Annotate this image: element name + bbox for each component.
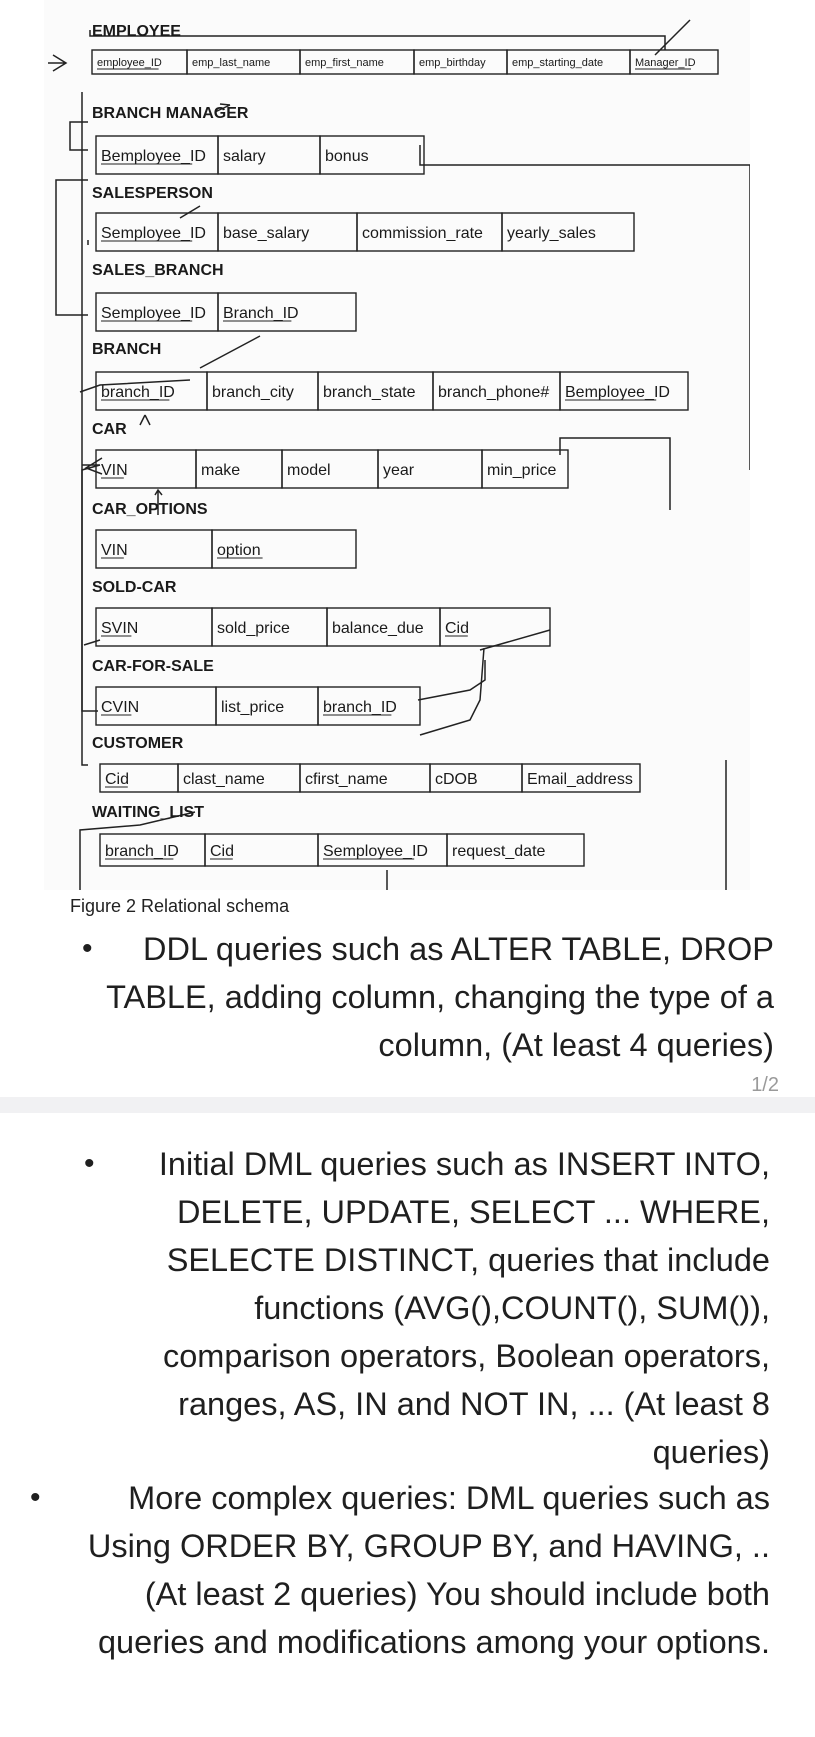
- table-name-customer: CUSTOMER: [92, 735, 184, 752]
- attribute-name: branch_ID: [323, 699, 397, 716]
- bullet-dot: •: [82, 932, 93, 965]
- attribute-name: Cid: [445, 620, 470, 637]
- attribute-name: min_price: [487, 462, 557, 479]
- attribute-name: SVIN: [101, 620, 139, 637]
- schema-diagram: [44, 0, 750, 890]
- attribute-name: model: [287, 462, 331, 479]
- attribute-name: branch_phone#: [438, 384, 550, 401]
- attribute-name: base_salary: [223, 225, 310, 242]
- connector-line: [140, 415, 150, 425]
- attribute-name: Cid: [105, 771, 130, 788]
- table-name-car: CAR: [92, 421, 127, 438]
- attribute-name: branch_city: [212, 384, 294, 401]
- bullet-dot: •: [84, 1147, 95, 1180]
- figure-caption: Figure 2 Relational schema: [70, 896, 290, 916]
- relational-schema-figure: [44, 0, 750, 890]
- table-name-branch-manager: BRANCH MANAGER: [92, 105, 249, 122]
- attribute-name: emp_starting_date: [512, 57, 604, 69]
- attribute-name: Semployee_ID: [101, 225, 206, 242]
- connector-line: [56, 122, 88, 315]
- attribute-name: Manager_ID: [635, 57, 696, 69]
- bullet-text: DDL queries such as ALTER TABLE, DROP TABLE, adding column, changing the type of a column, (At least 4 queries): [106, 931, 774, 1063]
- document-page-2: [0, 1113, 815, 1737]
- attribute-name: emp_first_name: [305, 57, 384, 69]
- attribute-name: Email_address: [527, 771, 633, 788]
- page-number: 1/2: [751, 1074, 779, 1096]
- table-name-waiting-list: WAITING_LIST: [92, 804, 204, 821]
- table-name-sold-car: SOLD-CAR: [92, 579, 177, 596]
- attribute-name: employee_ID: [97, 57, 162, 69]
- attribute-name: branch_state: [323, 384, 416, 401]
- attribute-name: bonus: [325, 148, 369, 165]
- attribute-name: CVIN: [101, 699, 140, 716]
- attribute-name: salary: [223, 148, 266, 165]
- table-name-car-for-sale: CAR-FOR-SALE: [92, 658, 214, 675]
- attribute-name: make: [201, 462, 241, 479]
- table-name-sales-branch: SALES_BRANCH: [92, 262, 224, 279]
- connector-line: [420, 145, 750, 470]
- connector-line: [560, 438, 670, 510]
- attribute-name: emp_birthday: [419, 57, 486, 69]
- attribute-name: branch_ID: [105, 843, 179, 860]
- attribute-name: cfirst_name: [305, 771, 388, 788]
- table-name-salesperson: SALESPERSON: [92, 185, 213, 202]
- attribute-name: Bemployee_ID: [101, 148, 206, 165]
- attribute-name: commission_rate: [362, 225, 483, 242]
- attribute-name: list_price: [221, 699, 285, 716]
- attribute-name: balance_due: [332, 620, 424, 637]
- attribute-name: VIN: [101, 462, 128, 479]
- attribute-name: option: [217, 542, 261, 559]
- attribute-name: branch_ID: [101, 384, 175, 401]
- bullet-text: More complex queries: DML queries such as Using ORDER BY, GROUP BY, and HAVING, .. (At least 2 queries) You should include both queries and modifications among your options.: [87, 1480, 770, 1660]
- attribute-name: Cid: [210, 843, 235, 860]
- bullet-ddl: [64, 925, 774, 1069]
- bullet-initial-dml: [80, 1140, 770, 1476]
- bullet-complex-dml: [30, 1474, 770, 1666]
- bullet-dot: •: [30, 1481, 41, 1514]
- attribute-name: Branch_ID: [223, 305, 299, 322]
- attribute-name: request_date: [452, 843, 546, 860]
- connector-line: [418, 660, 485, 700]
- attribute-name: year: [383, 462, 415, 479]
- attribute-name: yearly_sales: [507, 225, 596, 242]
- attribute-name: VIN: [101, 542, 128, 559]
- table-name-branch: BRANCH: [92, 341, 162, 358]
- attribute-name: Bemployee_ID: [565, 384, 670, 401]
- attribute-name: Semployee_ID: [323, 843, 428, 860]
- attribute-name: cDOB: [435, 771, 478, 788]
- attribute-name: Semployee_ID: [101, 305, 206, 322]
- attribute-name: clast_name: [183, 771, 265, 788]
- attribute-name: sold_price: [217, 620, 290, 637]
- attribute-name: emp_last_name: [192, 57, 271, 69]
- bullet-text: Initial DML queries such as INSERT INTO, DELETE, UPDATE, SELECT ... WHERE, SELECTE DISTINCT, queries that include functions (AVG(),COUNT(), SUM()), comparison operators, Boolean operators, ranges, AS, IN and NOT IN, ... (At least 8 queries): [158, 1146, 770, 1470]
- table-name-car-options: CAR_OPTIONS: [92, 501, 208, 518]
- table-name-employee: EMPLOYEE: [92, 23, 181, 40]
